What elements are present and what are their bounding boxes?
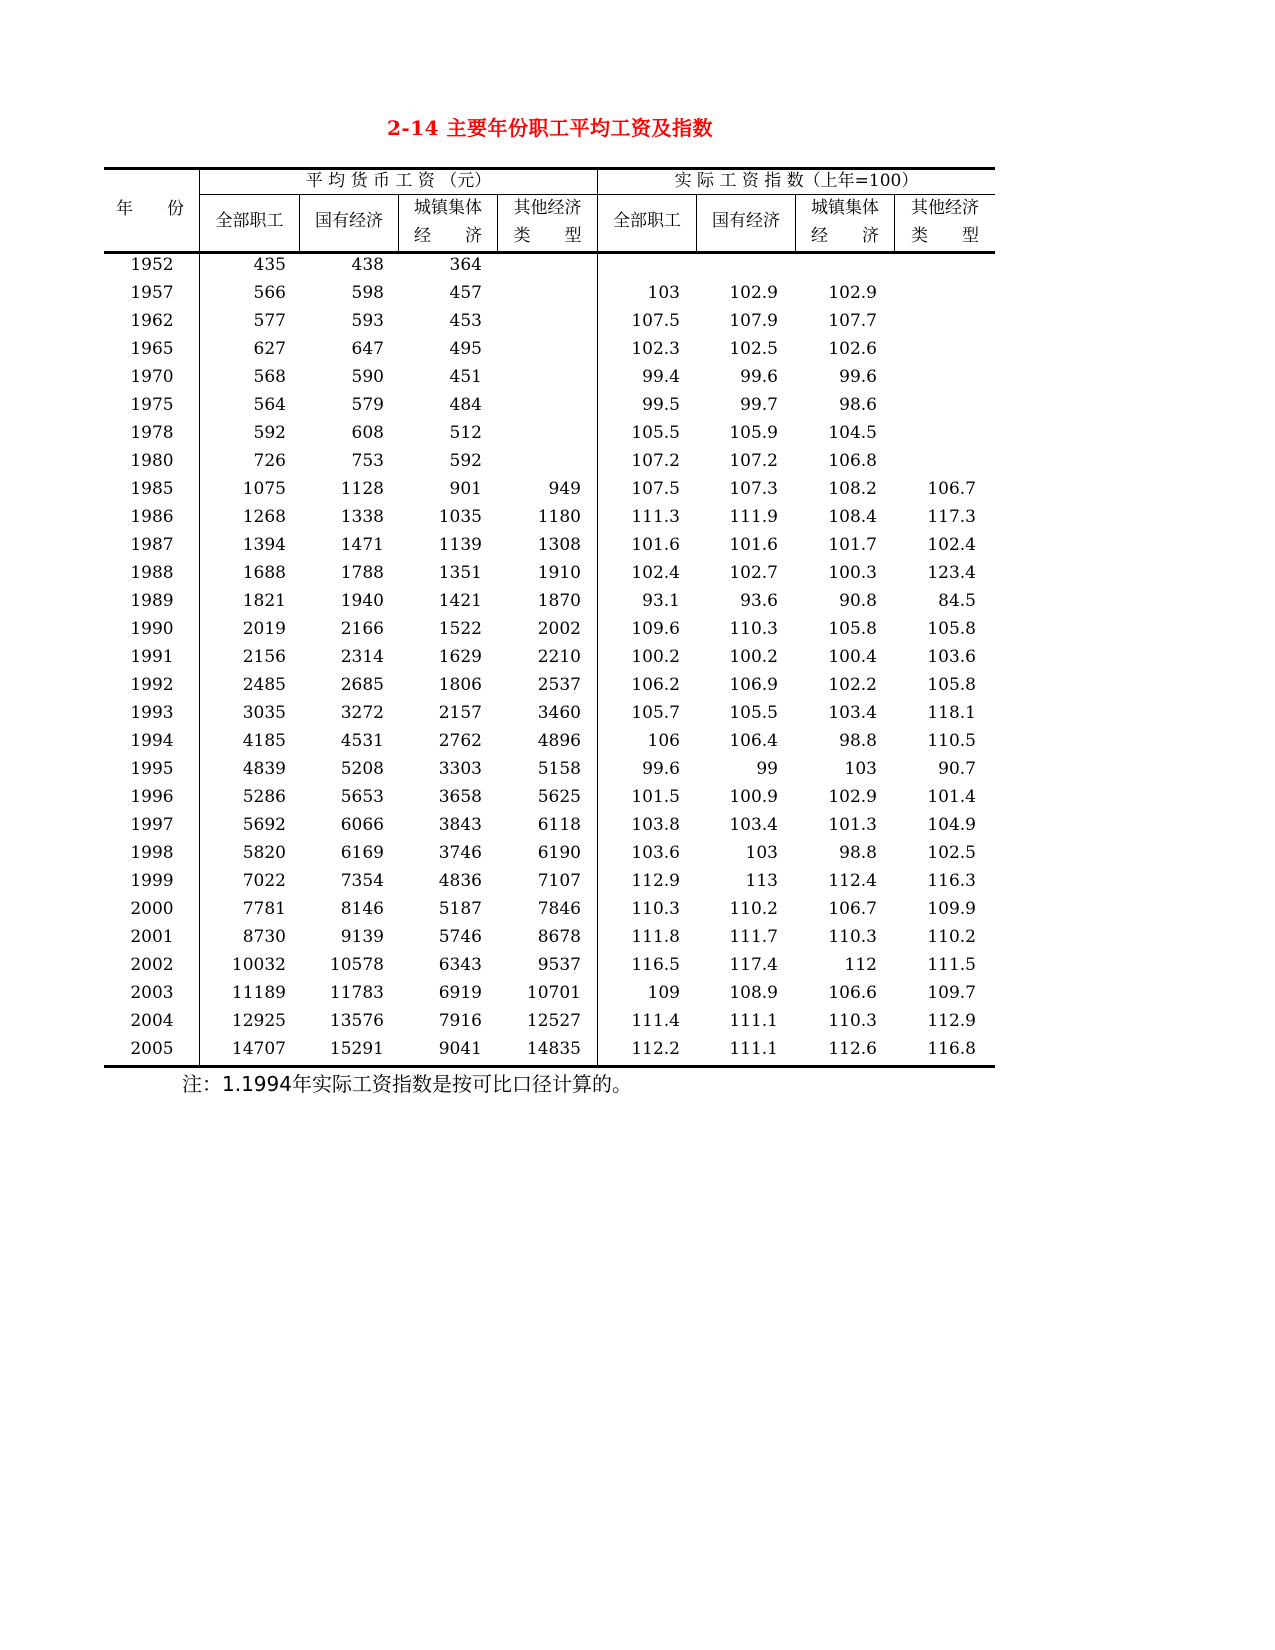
table-cell: 4185 <box>242 731 286 751</box>
table-cell: 3460 <box>537 703 581 723</box>
table-cell: 2485 <box>242 675 286 695</box>
table-cell: 435 <box>253 255 286 275</box>
table-cell: 103.4 <box>729 815 778 835</box>
table-cell: 1338 <box>340 507 384 527</box>
col-header-all-staff: 全部职工 <box>613 211 681 231</box>
table-cell: 102.3 <box>631 339 680 359</box>
table-cell: 100.2 <box>631 647 680 667</box>
table-cell: 1180 <box>537 507 581 527</box>
table-cell: 100.9 <box>729 787 778 807</box>
table-cell: 106.2 <box>631 675 680 695</box>
row-year-cell: 1962 <box>130 311 174 331</box>
row-year-cell: 1986 <box>130 507 174 527</box>
table-cell: 7846 <box>537 899 581 919</box>
table-cell: 107.2 <box>729 451 778 471</box>
table-cell: 453 <box>449 311 482 331</box>
table-cell: 84.5 <box>938 591 976 611</box>
row-year-cell: 1975 <box>130 395 174 415</box>
table-cell: 101.6 <box>631 535 680 555</box>
table-cell: 3746 <box>438 843 482 863</box>
row-year-cell: 2002 <box>130 955 174 975</box>
table-cell: 1035 <box>438 507 482 527</box>
table-cell: 99.6 <box>740 367 778 387</box>
table-cell: 5187 <box>438 899 482 919</box>
table-cell: 105.9 <box>729 423 778 443</box>
table-cell: 3272 <box>340 703 384 723</box>
table-cell: 107.2 <box>631 451 680 471</box>
table-cell: 106.7 <box>828 899 877 919</box>
table-cell: 9537 <box>537 955 581 975</box>
table-cell: 2762 <box>438 731 482 751</box>
table-cell: 2166 <box>340 619 384 639</box>
table-cell: 726 <box>253 451 286 471</box>
table-cell: 100.4 <box>828 647 877 667</box>
row-year-cell: 1952 <box>130 255 174 275</box>
row-year-cell: 1997 <box>130 815 174 835</box>
table-cell: 101.4 <box>927 787 976 807</box>
table-cell: 1629 <box>438 647 482 667</box>
table-cell: 1688 <box>242 563 286 583</box>
col-header-other-types-line2: 类 型 <box>911 226 979 246</box>
table-cell: 111.8 <box>631 927 680 947</box>
table-cell: 110.2 <box>729 899 778 919</box>
col-header-all-staff: 全部职工 <box>215 211 284 231</box>
table-cell: 1075 <box>242 479 286 499</box>
table-cell: 14707 <box>231 1039 286 1059</box>
table-cell: 2685 <box>340 675 384 695</box>
table-cell: 5208 <box>340 759 384 779</box>
table-cell: 99.4 <box>642 367 680 387</box>
table-cell: 949 <box>548 479 581 499</box>
table-cell: 102.7 <box>729 563 778 583</box>
table-cell: 103.6 <box>631 843 680 863</box>
table-cell: 99.6 <box>839 367 877 387</box>
row-year-cell: 2000 <box>130 899 174 919</box>
table-cell: 512 <box>449 423 482 443</box>
table-cell: 108.9 <box>729 983 778 1003</box>
table-cell: 112.6 <box>828 1039 877 1059</box>
table-cell: 1268 <box>242 507 286 527</box>
table-cell: 105.5 <box>631 423 680 443</box>
table-cell: 113 <box>745 871 778 891</box>
table-cell: 90.7 <box>938 759 976 779</box>
table-cell: 106.8 <box>828 451 877 471</box>
table-cell: 103 <box>844 759 877 779</box>
table-cell: 103 <box>745 843 778 863</box>
table-cell: 103.8 <box>631 815 680 835</box>
table-cell: 98.8 <box>839 843 877 863</box>
table-cell: 11189 <box>231 983 286 1003</box>
col-header-other-types: 其他经济 <box>911 198 979 218</box>
table-cell: 2537 <box>537 675 581 695</box>
table-cell: 105.8 <box>927 619 976 639</box>
table-cell: 103.6 <box>927 647 976 667</box>
table-cell: 102.9 <box>828 787 877 807</box>
row-year-cell: 1995 <box>130 759 174 779</box>
table-cell: 112.2 <box>631 1039 680 1059</box>
table-cell: 627 <box>253 339 286 359</box>
row-year-cell: 2001 <box>130 927 174 947</box>
table-cell: 1821 <box>242 591 286 611</box>
table-cell: 101.6 <box>729 535 778 555</box>
col-header-urban-collective: 城镇集体 <box>414 198 482 218</box>
row-year-cell: 1985 <box>130 479 174 499</box>
table-cell: 110.3 <box>631 899 680 919</box>
table-cell: 102.5 <box>927 843 976 863</box>
table-cell: 577 <box>253 311 286 331</box>
table-cell: 109.6 <box>631 619 680 639</box>
table-cell: 1522 <box>438 619 482 639</box>
table-cell: 110.3 <box>828 927 877 947</box>
group-header-real-wage-index: 实 际 工 资 指 数（上年=100） <box>674 171 919 191</box>
row-year-cell: 1980 <box>130 451 174 471</box>
table-cell: 103 <box>647 283 680 303</box>
row-year-cell: 1965 <box>130 339 174 359</box>
table-cell: 5286 <box>242 787 286 807</box>
table-cell: 7916 <box>438 1011 482 1031</box>
table-cell: 107.5 <box>631 479 680 499</box>
table-cell: 105.8 <box>927 675 976 695</box>
table-cell: 753 <box>351 451 384 471</box>
table-cell: 7354 <box>340 871 384 891</box>
page-title: 2-14 主要年份职工平均工资及指数 <box>386 116 713 140</box>
col-header-state-owned: 国有经济 <box>315 211 383 231</box>
table-cell: 647 <box>351 339 384 359</box>
table-cell: 111.1 <box>729 1011 778 1031</box>
table-cell: 592 <box>253 423 286 443</box>
table-cell: 111.9 <box>729 507 778 527</box>
col-header-other-types-line2: 类 型 <box>513 226 582 246</box>
table-cell: 99.5 <box>642 395 680 415</box>
table-cell: 109.7 <box>927 983 976 1003</box>
table-cell: 105.8 <box>828 619 877 639</box>
table-cell: 117.4 <box>729 955 778 975</box>
table-cell: 901 <box>449 479 482 499</box>
table-cell: 2002 <box>537 619 581 639</box>
table-cell: 8146 <box>340 899 384 919</box>
table-cell: 112.9 <box>927 1011 976 1031</box>
table-cell: 112.4 <box>828 871 877 891</box>
table-cell: 100.3 <box>828 563 877 583</box>
table-cell: 1788 <box>340 563 384 583</box>
table-cell: 100.2 <box>729 647 778 667</box>
table-cell: 1128 <box>340 479 384 499</box>
table-cell: 3303 <box>438 759 482 779</box>
table-cell: 2157 <box>438 703 482 723</box>
table-cell: 1806 <box>438 675 482 695</box>
table-cell: 8730 <box>242 927 286 947</box>
table-cell: 10032 <box>231 955 286 975</box>
table-cell: 598 <box>351 283 384 303</box>
table-cell: 102.5 <box>729 339 778 359</box>
row-year-cell: 1990 <box>130 619 174 639</box>
table-cell: 579 <box>351 395 384 415</box>
table-cell: 484 <box>449 395 482 415</box>
table-cell: 116.3 <box>927 871 976 891</box>
table-cell: 14835 <box>526 1039 581 1059</box>
row-year-cell: 1988 <box>130 563 174 583</box>
table-cell: 106 <box>647 731 680 751</box>
table-cell: 590 <box>351 367 384 387</box>
table-cell: 5653 <box>340 787 384 807</box>
table-cell: 6343 <box>438 955 482 975</box>
table-cell: 99.7 <box>740 395 778 415</box>
table-cell: 110.3 <box>729 619 778 639</box>
col-header-urban-collective: 城镇集体 <box>811 198 879 218</box>
table-cell: 101.3 <box>828 815 877 835</box>
table-cell: 7022 <box>242 871 286 891</box>
row-year-cell: 1978 <box>130 423 174 443</box>
wage-table <box>104 167 995 1072</box>
table-cell: 457 <box>449 283 482 303</box>
row-year-cell: 1998 <box>130 843 174 863</box>
table-cell: 1139 <box>438 535 482 555</box>
table-cell: 102.2 <box>828 675 877 695</box>
table-cell: 5820 <box>242 843 286 863</box>
table-cell: 108.2 <box>828 479 877 499</box>
table-cell: 107.9 <box>729 311 778 331</box>
row-year-cell: 1999 <box>130 871 174 891</box>
table-cell: 106.4 <box>729 731 778 751</box>
table-cell: 2019 <box>242 619 286 639</box>
row-year-cell: 2003 <box>130 983 174 1003</box>
table-cell: 568 <box>253 367 286 387</box>
table-cell: 102.9 <box>729 283 778 303</box>
table-cell: 90.8 <box>839 591 877 611</box>
table-cell: 5158 <box>537 759 581 779</box>
table-cell: 2210 <box>537 647 581 667</box>
table-cell: 107.3 <box>729 479 778 499</box>
table-cell: 6190 <box>537 843 581 863</box>
table-cell: 1394 <box>242 535 286 555</box>
table-cell: 9041 <box>438 1039 482 1059</box>
table-cell: 7107 <box>537 871 581 891</box>
row-year-cell: 1987 <box>130 535 174 555</box>
table-cell: 4896 <box>537 731 581 751</box>
row-year-cell: 1993 <box>130 703 174 723</box>
table-cell: 110.3 <box>828 1011 877 1031</box>
table-cell: 112.9 <box>631 871 680 891</box>
table-cell: 5746 <box>438 927 482 947</box>
table-cell: 10701 <box>526 983 581 1003</box>
table-cell: 101.7 <box>828 535 877 555</box>
table-cell: 12527 <box>526 1011 581 1031</box>
table-cell: 566 <box>253 283 286 303</box>
year-header: 年 份 <box>116 199 184 219</box>
table-cell: 109.9 <box>927 899 976 919</box>
col-header-state-owned: 国有经济 <box>712 211 780 231</box>
row-year-cell: 1991 <box>130 647 174 667</box>
table-cell: 6118 <box>537 815 581 835</box>
table-cell: 105.7 <box>631 703 680 723</box>
col-header-urban-collective-line2: 经 济 <box>414 226 482 246</box>
col-header-urban-collective-line2: 经 济 <box>811 226 879 246</box>
table-cell: 111.7 <box>729 927 778 947</box>
table-cell: 105.5 <box>729 703 778 723</box>
table-cell: 110.2 <box>927 927 976 947</box>
table-cell: 593 <box>351 311 384 331</box>
table-cell: 102.4 <box>927 535 976 555</box>
table-cell: 99.6 <box>642 759 680 779</box>
table-cell: 109 <box>647 983 680 1003</box>
table-cell: 8678 <box>537 927 581 947</box>
table-cell: 1421 <box>438 591 482 611</box>
row-year-cell: 1989 <box>130 591 174 611</box>
table-cell: 108.4 <box>828 507 877 527</box>
table-cell: 111.1 <box>729 1039 778 1059</box>
table-cell: 495 <box>449 339 482 359</box>
table-cell: 2314 <box>340 647 384 667</box>
table-cell: 11783 <box>329 983 384 1003</box>
table-cell: 438 <box>351 255 384 275</box>
table-cell: 116.8 <box>927 1039 976 1059</box>
table-cell: 93.6 <box>740 591 778 611</box>
table-cell: 117.3 <box>927 507 976 527</box>
table-top-rule <box>104 167 995 170</box>
table-cell: 104.9 <box>927 815 976 835</box>
table-cell: 104.5 <box>828 423 877 443</box>
table-cell: 6169 <box>340 843 384 863</box>
table-cell: 123.4 <box>927 563 976 583</box>
table-cell: 13576 <box>329 1011 384 1031</box>
table-cell: 107.7 <box>828 311 877 331</box>
table-cell: 4839 <box>242 759 286 779</box>
row-year-cell: 1992 <box>130 675 174 695</box>
table-cell: 364 <box>449 255 482 275</box>
table-cell: 5625 <box>537 787 581 807</box>
table-cell: 111.3 <box>631 507 680 527</box>
row-year-cell: 2004 <box>130 1011 174 1031</box>
table-cell: 2156 <box>242 647 286 667</box>
group-header-nominal-wage: 平 均 货 币 工 资 （元） <box>305 171 492 191</box>
row-year-cell: 2005 <box>130 1039 174 1059</box>
table-cell: 107.5 <box>631 311 680 331</box>
table-cell: 98.8 <box>839 731 877 751</box>
row-year-cell: 1957 <box>130 283 174 303</box>
table-cell: 106.6 <box>828 983 877 1003</box>
table-cell: 12925 <box>231 1011 286 1031</box>
table-cell: 111.5 <box>927 955 976 975</box>
table-cell: 608 <box>351 423 384 443</box>
table-cell: 6919 <box>438 983 482 1003</box>
table-cell: 10578 <box>329 955 384 975</box>
table-cell: 564 <box>253 395 286 415</box>
table-cell: 101.5 <box>631 787 680 807</box>
table-cell: 118.1 <box>927 703 976 723</box>
table-cell: 93.1 <box>642 591 680 611</box>
table-cell: 102.4 <box>631 563 680 583</box>
table-cell: 103.4 <box>828 703 877 723</box>
table-cell: 116.5 <box>631 955 680 975</box>
row-year-cell: 1994 <box>130 731 174 751</box>
table-cell: 3658 <box>438 787 482 807</box>
table-cell: 9139 <box>340 927 384 947</box>
table-cell: 7781 <box>242 899 286 919</box>
table-cell: 1940 <box>340 591 384 611</box>
table-cell: 3035 <box>242 703 286 723</box>
row-year-cell: 1996 <box>130 787 174 807</box>
col-header-other-types: 其他经济 <box>513 198 582 218</box>
table-cell: 6066 <box>340 815 384 835</box>
table-cell: 106.7 <box>927 479 976 499</box>
table-cell: 98.6 <box>839 395 877 415</box>
footnote: 注：1.1994年实际工资指数是按可比口径计算的。 <box>182 1072 632 1096</box>
table-cell: 112 <box>844 955 877 975</box>
table-cell: 1351 <box>438 563 482 583</box>
table-cell: 99 <box>756 759 778 779</box>
table-cell: 1308 <box>537 535 581 555</box>
table-cell: 451 <box>449 367 482 387</box>
table-cell: 1870 <box>537 591 581 611</box>
header-bottom-rule <box>104 251 995 254</box>
table-cell: 1910 <box>537 563 581 583</box>
table-cell: 102.9 <box>828 283 877 303</box>
table-cell: 102.6 <box>828 339 877 359</box>
table-cell: 15291 <box>329 1039 384 1059</box>
table-cell: 111.4 <box>631 1011 680 1031</box>
table-cell: 1471 <box>340 535 384 555</box>
row-year-cell: 1970 <box>130 367 174 387</box>
table-cell: 5692 <box>242 815 286 835</box>
table-cell: 4836 <box>438 871 482 891</box>
table-cell: 4531 <box>340 731 384 751</box>
table-cell: 3843 <box>438 815 482 835</box>
table-cell: 592 <box>449 451 482 471</box>
table-cell: 110.5 <box>927 731 976 751</box>
table-cell: 106.9 <box>729 675 778 695</box>
